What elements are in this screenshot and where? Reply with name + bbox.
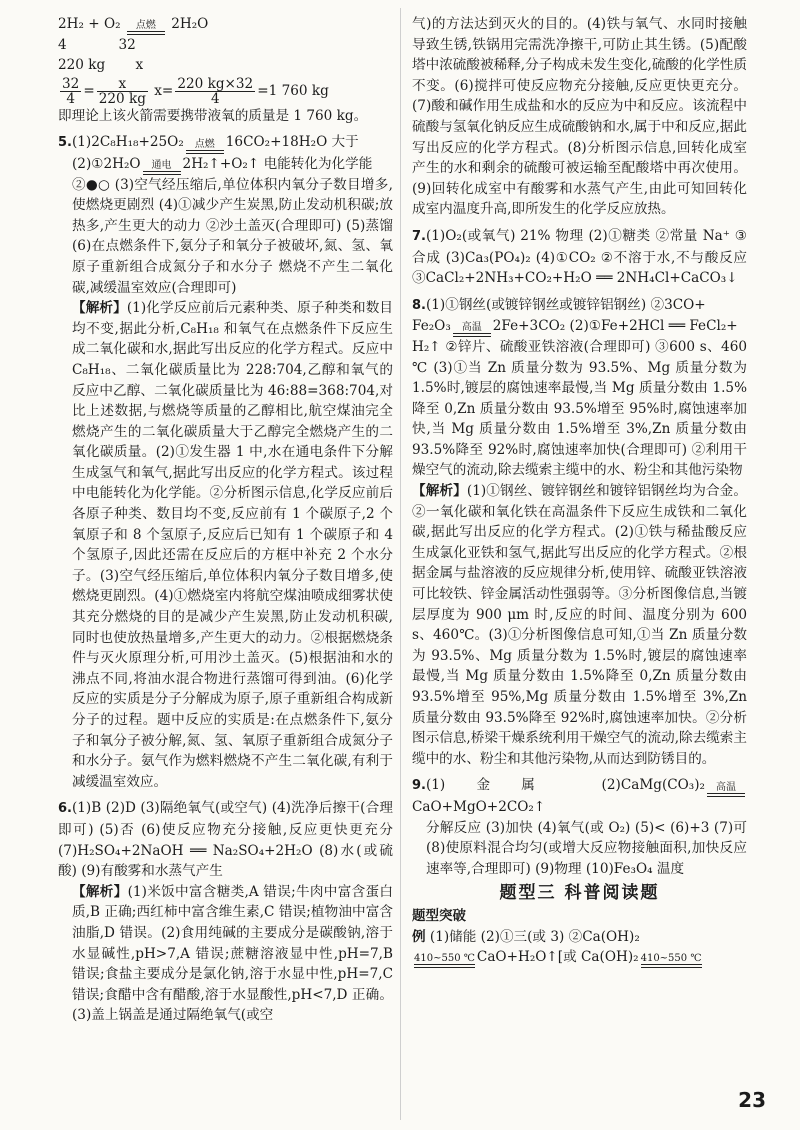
question-6-answer: 6.(1)B (2)D (3)隔绝氧气(或空气) (4)洗净后擦干(合理即可) (5)否 (6)使反应物充分接触,反应更快更充分 (7)H₂SO₄+2NaOH ══ Na₂SO₄+2H₂O (8)水(或硫酸) (9)有酸雾和水蒸气产生 — [58, 800, 393, 880]
question-6-analysis: 【解析】(1)米饭中富含糖类,A 错误;牛肉中富含蛋白质,B 正确;西红柿中富含维生素,C 错误;植物油中富含油脂,D 错误。(2)食用纯碱的主要成分是碳酸钠,溶于水显碱性,pH>7,A 错误;蔗糖溶液显中性,pH=7,B 错误;食盐主要成分是氯化钠,溶于水显中性,pH=7,C 错误;食醋中含有醋酸,溶于水显酸性,pH<7,D 正确。(3)盖上锅盖是通过隔绝氧气(或空 — [72, 883, 394, 1024]
question-8-answer: H₂↑ ②锌片、硫酸亚铁溶液(合理即可) ③600 s、460 ℃ (3)①当 Zn 质量分数为 93.5%、Mg 质量分数为 1.5%时,镀层的腐蚀速率最慢,当 Mg 质量分数由 1.5%降至 0,Zn 质量分数由 93.5%增至 95%时,腐蚀速率加快,当 Mg 质量分数由 1.5%增至 3%,Zn 质量分数由 93.5%降至 92%时,腐蚀速率加快(合理即可) ②利用干燥空气的流动,除去缆索主缆中的水、粉尘和其他污染物 — [412, 338, 747, 479]
question-7-answer: 7.(1)O₂(或氧气) 21% 物理 (2)①糖类 ②常量 Na⁺ ③合成 (3)Ca₃(PO₄)₂ (4)①CO₂ ②不溶于水,不与酸反应 ③CaCl₂+2NH₃+CO₂+H₂O ══ 2NH₄Cl+CaCO₃↓ — [412, 227, 747, 287]
example-line-1: 例 (1)储能 (2)①三(或 3) ②Ca(OH)₂ — [412, 928, 640, 945]
conclusion-text: 即理论上该火箭需要携带液氧的质量是 1 760 kg。 — [58, 107, 368, 124]
question-5-analysis: 【解析】(1)化学反应前后元素种类、原子种类和数目均不变,据此分析,C₈H₁₈ 和氧气在点燃条件下反应生成二氧化碳和水,据此写出反应的化学方程式。反应中 C₈H₁₈、二氧化碳质量比为 228:704,乙醇和氧气的反应中乙醇、二氧化碳质量比为 46:88=368:704,对比上述数据,与燃烧等质量的乙醇相比,航空煤油完全燃烧产生的二氧化碳质量大于乙醇完全燃烧产生的二氧化碳质量。(2)①发生器 1 中,水在通电条件下分解生成氢气和氧气,据此写出反应的化学方程式。该过程中电能转化为化学能。②分析图示信息,化学反应前后各原子种类、数目均不变,反应前有 1 个碳原子,2 个氧原子和 8 个氢原子,反应后已知有 1 个碳原子和 4 个氢原子,因此还需在反应后的方框中补充 2 个水分子。(3)空气经压缩后,单位体积内氧分子数目增多,使燃烧更剧烈。(4)①燃烧室内将航空煤油喷成细雾状使其充分燃烧的目的是减少产生炭黑,防止发动机积碳,同时也使放热量增多,产生更大的动力。②根据燃烧条件与灭火原理分析,可用沙土盖灭。(5)根据油和水的沸点不同,将油水混合物进行蒸馏可得到油。(6)化学反应的实质是分子分解成为原子,原子重新组合构成新分子的过程。题中反应的实质是:在点燃条件下,氨分子和氧分子被分解,氮、氢、氧原子重新组合成氮分子和水分子。氨气作为燃料燃烧不产生二氧化碳,有利于减缓温室效应。 — [72, 300, 394, 790]
mass-line-2: 220 kg x — [58, 57, 144, 74]
equation-line: 2H₂ + O₂ 点燃 2H₂O — [58, 14, 393, 35]
right-column — [412, 14, 747, 968]
question-8-line-1: 8.(1)①钢丝(或镀锌钢丝或镀锌铝钢丝) ②3CO+ — [412, 296, 706, 313]
question-6-analysis-cont: 气)的方法达到灭火的目的。(4)铁与氧气、水同时接触导致生锈,铁锅用完需洗净擦干,可防止其生锈。(5)配酸塔中浓硫酸被稀释,分子构成未发生变化,硫酸的化学性质不变。(6)搅拌可使反应物充分接触,反应更快更充分。(7)酸和碱作用生成盐和水的反应为中和反应。该流程中硫酸与氢氧化钠反应生成硫酸钠和水,属于中和反应,据此写出反应的化学方程式。(8)分析图示信息,回转化成室产生的水和剩余的硫酸可被运输至配酸塔中再次使用。(9)回转化成室中有酸雾和水蒸气产生,由此可知回转化成室内温度升高,即所发生的化学反应放热。 — [412, 16, 747, 218]
section-title: 题型三 科普阅读题 — [499, 883, 660, 904]
question-8-line-2: Fe₂O₃ 高温 2Fe+3CO₂ (2)①Fe+2HCl ══ FeCl₂+ — [412, 316, 747, 337]
question-5-answer: ②●○ (3)空气经压缩后,单位体积内氧分子数目增多,使燃烧更剧烈 (4)①减少产生炭黑,防止发动机积碳;放热多,产生更大的动力 ②沙土盖灭(合理即可) (5)蒸馏 (6)在点燃条件下,氨分子和氧分子被破坏,氮、氢、氧原子重新组合成氮分子和水分子 燃烧不产生二氧化碳,减缓温室效应(合理即可) — [72, 176, 393, 296]
page-number: 23 — [738, 1088, 766, 1112]
question-5-line-2: (2)①2H₂O 通电 2H₂↑+O₂↑ 电能转化为化学能 — [58, 154, 393, 175]
left-column — [58, 14, 393, 1026]
mass-line-1: 4 32 — [58, 36, 136, 53]
column-divider — [400, 8, 401, 1120]
question-9-answer: 分解反应 (3)加快 (4)氧气(或 O₂) (5)< (6)+3 (7)可 (8)使原料混合均匀(或增大反应物接触面积,加快反应速率等,合理即可) (9)物理 (10)Fe₃O₄ 温度 — [426, 819, 747, 877]
calculation-line: $\frac{32}{4}$ = $\frac{x}{220 kg}$ x= $\frac{220 kg\times 32}{4}$ =1 760 kg — [62, 75, 329, 107]
question-9-line-1: 9.(1)金属 (2)CaMg(CO₃)₂ 高温 CaO+MgO+2CO₂↑ — [412, 775, 747, 817]
sub-title: 题型突破 — [412, 907, 466, 924]
question-8-analysis: 【解析】(1)①钢丝、镀锌钢丝和镀锌铝钢丝均为合金。②一氧化碳和氧化铁在高温条件下反应生成铁和二氧化碳,据此写出反应的化学方程式。(2)①铁与稀盐酸反应生成氯化亚铁和氢气,据此写出反应的化学方程式。②根据金属与盐溶液的反应规律分析,使用锌、硫酸亚铁溶液可比较铁、锌金属活动性强弱等。③分析图像信息,当镀层厚度为 900 μm 时,反应的时间、温度分别为 600 s、460℃。(3)①分析图像信息可知,①当 Zn 质量分数为 93.5%、Mg 质量分数为 1.5%时,镀层的腐蚀速率最慢,当 Mg 质量分数由 1.5%降至 0,Zn 质量分数由 93.5%增至 95%,Mg 质量分数由 1.5%增至 3%,Zn 质量分数由 93.5%降至 92%时,腐蚀速率加快。②分析图示信息,桥梁干燥系统利用干燥空气的流动,除去缆索主缆中的水、粉尘和其他污染物,从而达到防锈目的。 — [412, 483, 748, 767]
example-line-2: 410~550 ℃ CaO+H₂O↑[或 Ca(OH)₂ 410~550 ℃ — [412, 947, 747, 968]
question-5-line-1: 5.(1)2C₈H₁₈+25O₂ 点燃 16CO₂+18H₂O 大于 — [58, 132, 393, 154]
